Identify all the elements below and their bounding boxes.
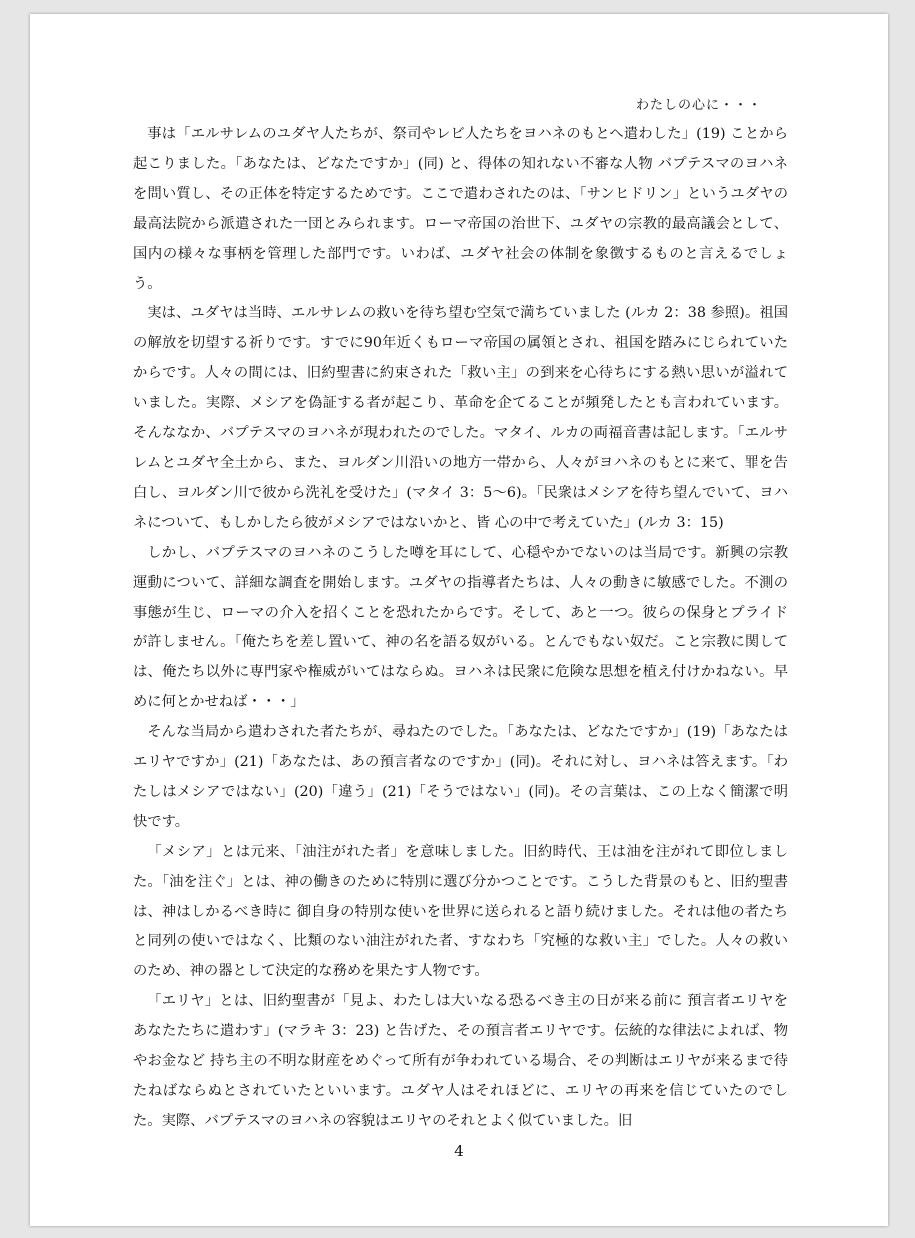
paragraph-6: 「エリヤ」とは、旧約聖書が「見よ、わたしは大いなる恐るべき主の日が来る前に 預言者エリヤをあなたたちに遣わす」(マラキ 3：23) と告げた、その預言者エリヤです。伝統的な律法によれば、物やお金など 持ち主の不明な財産をめぐって所有が争われている場合、その判断はエリヤが来るまで待たねばならぬとされていたといいます。ユダヤ人はそれほどに、エリヤの再来を信じていたのでした。実際、バプテスマのヨハネの容貌はエリヤのそれとよく似ていました。旧: [133, 993, 788, 1129]
paragraph-1: 事は「エルサレムのユダヤ人たちが、祭司やレビ人たちをヨハネのもとへ遣わした」(19) ことから起こりました。「あなたは、どなたですか」(同) と、得体の知れない不審な人物 バプテスマのヨハネを問い質し、その正体を特定するためです。ここで遣わされたのは、「サンヒドリン」というユダヤの最高法院から派遣された一団とみられます。ローマ帝国の治世下、ユダヤの宗教的最高議会として、国内の様々な事柄を管理した部門です。いわば、ユダヤ社会の体制を象徴するものと言えるでしょう。: [133, 126, 788, 292]
page-number: 4: [454, 1142, 464, 1160]
document-page: [30, 14, 888, 1226]
paragraph-3: しかし、バプテスマのヨハネのこうした噂を耳にして、心穏やかでないのは当局です。新興の宗教運動について、詳細な調査を開始します。ユダヤの指導者たちは、人々の動きに敏感でした。不測の事態が生じ、ローマの介入を招くことを恐れたからです。そして、あと一つ。彼らの保身とプライドが許しません。「俺たちを差し置いて、神の名を語る奴がいる。とんでもない奴だ。こと宗教に関しては、俺たち以外に専門家や権威がいてはならぬ。ヨハネは民衆に危険な思想を植え付けかねない。早めに何とかせねば・・・」: [133, 544, 788, 711]
body-text: [133, 120, 788, 1137]
paragraph-2: 実は、ユダヤは当時、エルサレムの救いを待ち望む空気で満ちていました (ルカ 2：38 参照)。祖国の解放を切望する祈りです。すでに90年近くもローマ帝国の属領とされ、祖国を踏みにじられていたからです。人々の間には、旧約聖書に約束された「救い主」の到来を心待ちにする熱い思いが溢れていました。実際、メシアを偽証する者が起こり、革命を企てることが頻発したとも言われています。そんななか、バプテスマのヨハネが現われたのでした。マタイ、ルカの両福音書は記します。「エルサレムとユダヤ全土から、また、ヨルダン川沿いの地方一帯から、人々がヨハネのもとに来て、罪を告白し、ヨルダン川で彼から洗礼を受けた」(マタイ 3：5〜6)。「民衆はメシアを待ち望んでいて、ヨハネについて、もしかしたら彼がメシアではないかと、皆 心の中で考えていた」(ルカ 3：15): [133, 305, 788, 531]
paragraph-4: そんな当局から遣わされた者たちが、尋ねたのでした。「あなたは、どなたですか」(19)「あなたはエリヤですか」(21)「あなたは、あの預言者なのですか」(同)。それに対し、ヨハネは答えます。「わたしはメシアではない」(20)「違う」(21)「そうではない」(同)。その言葉は、この上なく簡潔で明快です。: [133, 724, 788, 830]
paragraph-5: 「メシア」とは元来、「油注がれた者」を意味しました。旧約時代、王は油を注がれて即位しました。「油を注ぐ」とは、神の働きのために特別に選び分かつことです。こうした背景のもと、旧約聖書は、神はしかるべき時に 御自身の特別な使いを世界に送られると語り続けました。それは他の者たちと同列の使いではなく、比類のない油注がれた者、すなわち「究極的な救い主」でした。人々の救いのため、神の器として決定的な務めを果たす人物です。: [133, 843, 788, 980]
running-header: わたしの心に・・・: [635, 98, 762, 113]
